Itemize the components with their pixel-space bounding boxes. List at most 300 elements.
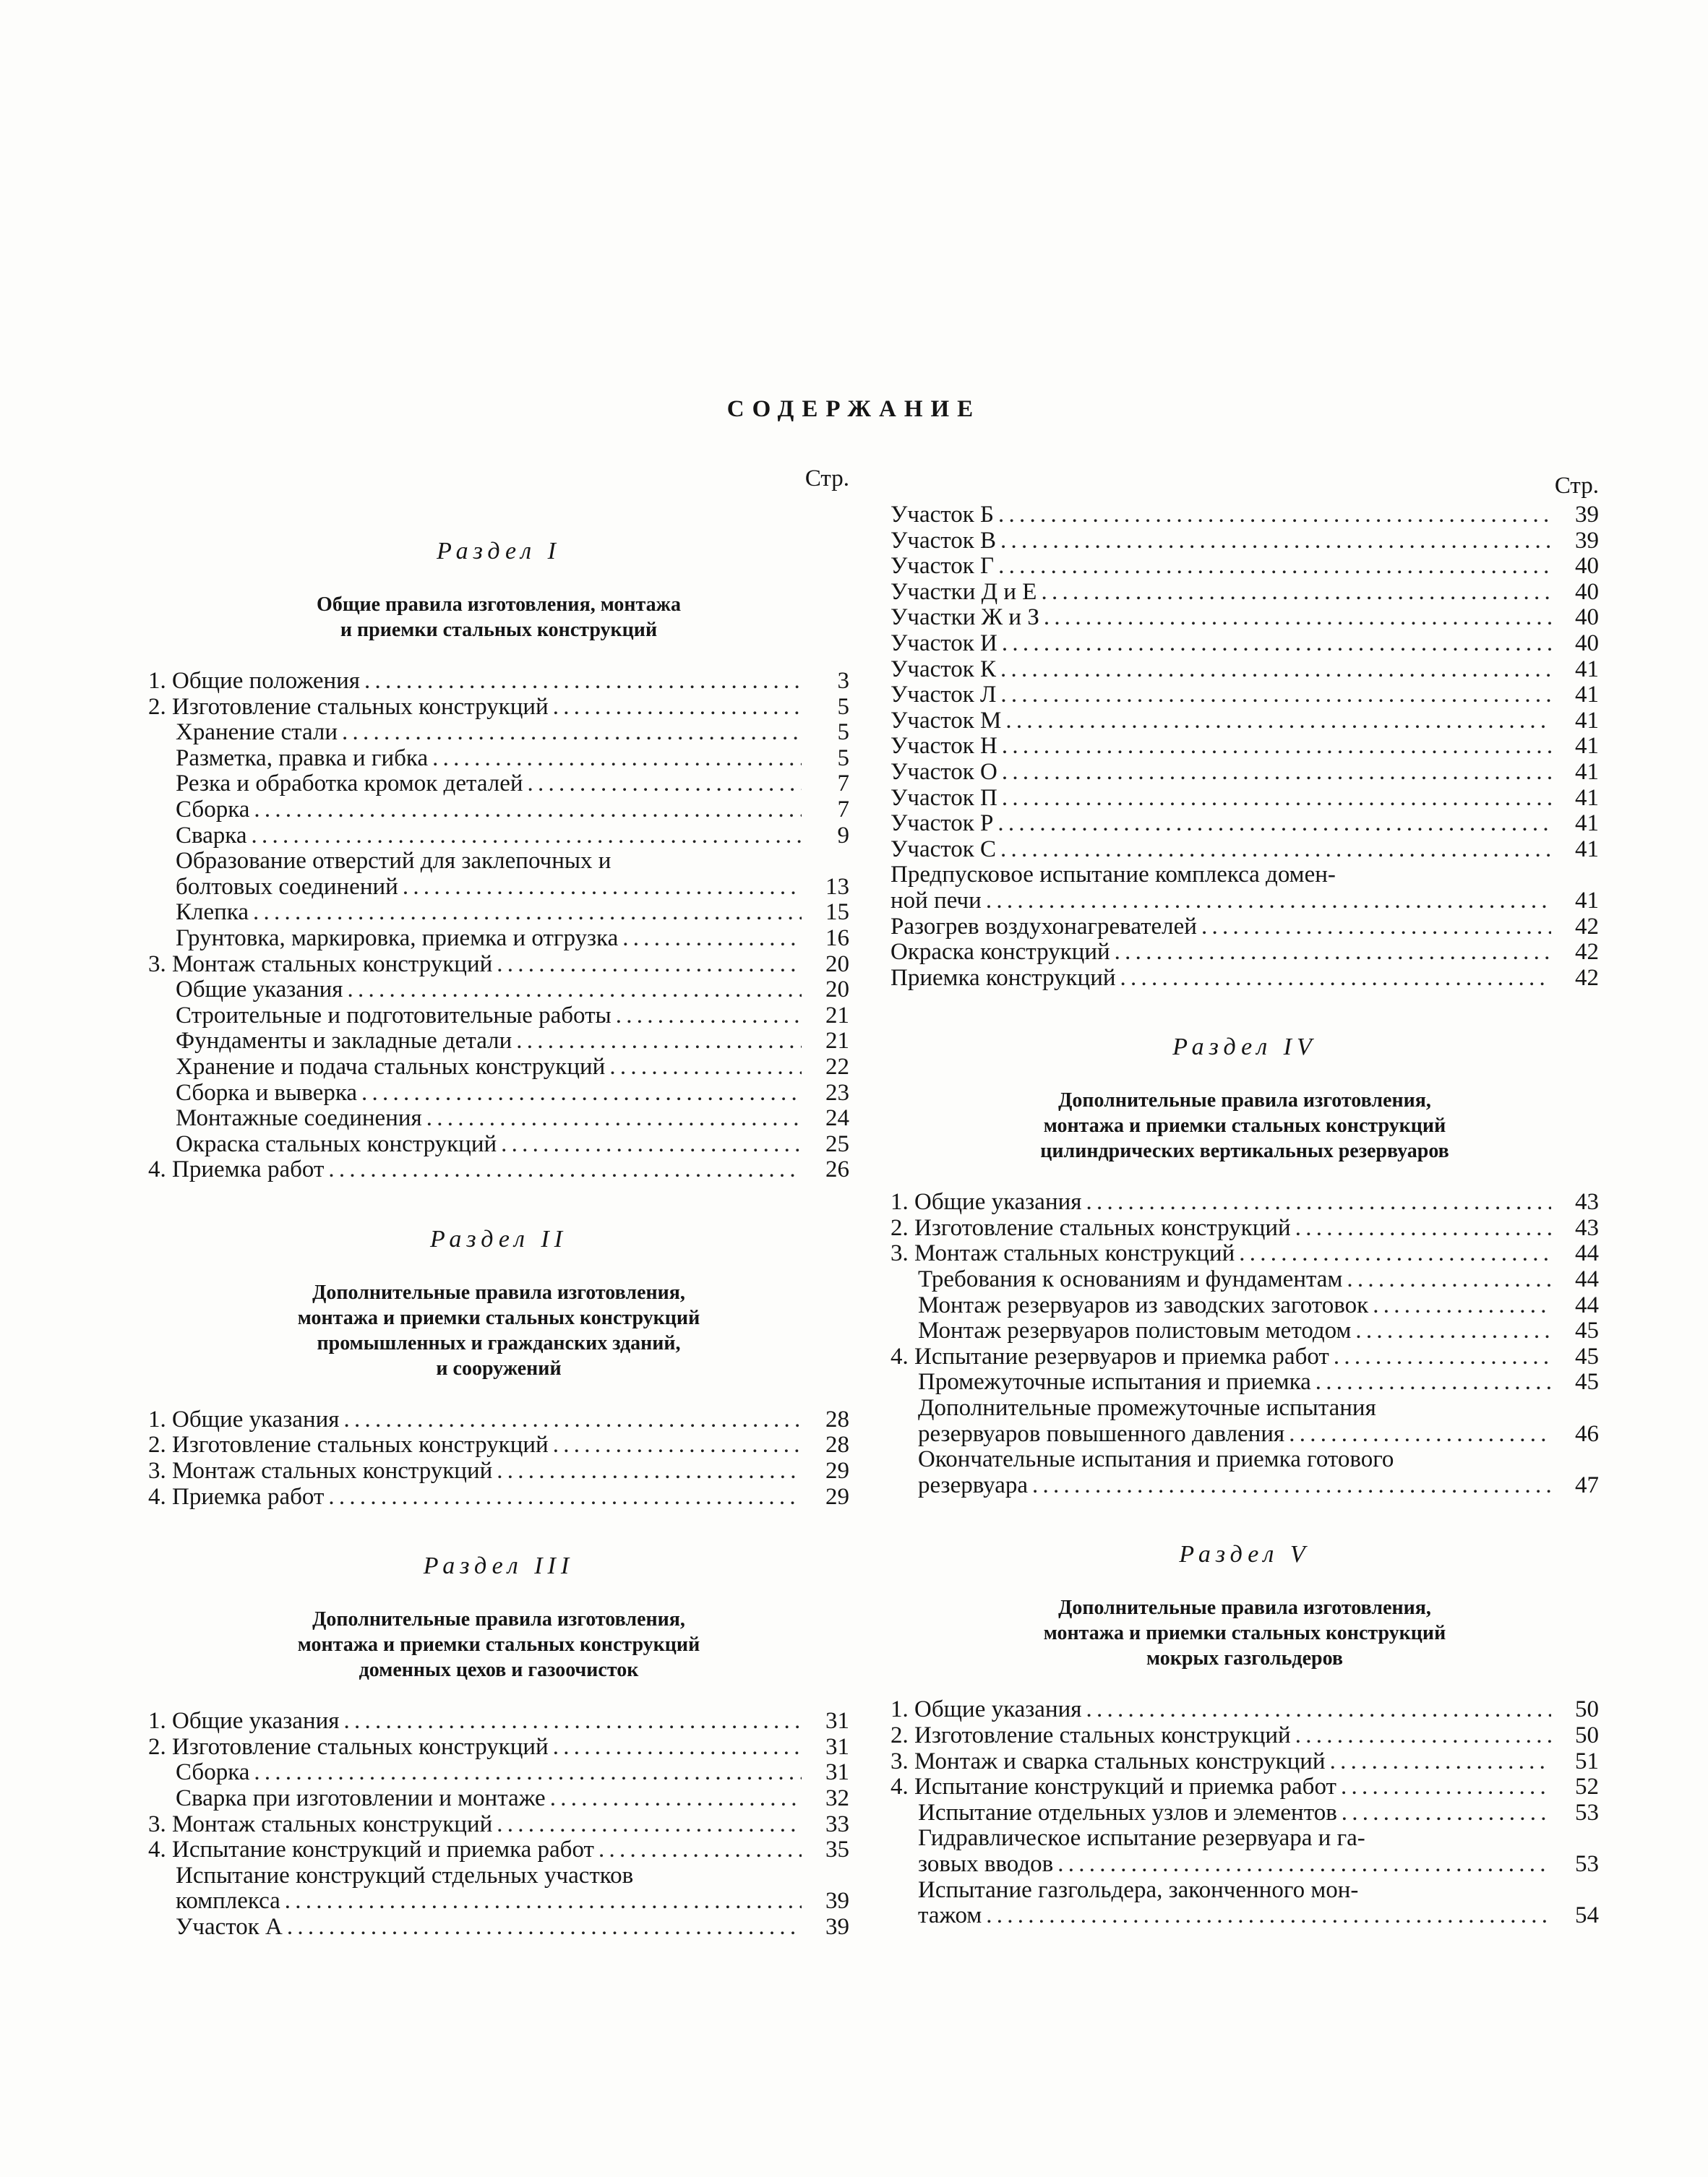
toc-entry	[148, 1760, 849, 1786]
dot-leader	[1005, 708, 1551, 734]
dot-leader	[285, 1889, 802, 1915]
page-column-header: Стр.	[804, 465, 849, 491]
toc-entry-page: 50	[1575, 1696, 1599, 1723]
toc-list	[148, 1709, 849, 1940]
toc-entry	[891, 1216, 1599, 1242]
toc-entry-page: 21	[825, 1002, 849, 1029]
toc-entry	[148, 1055, 849, 1081]
toc-entry	[891, 888, 1599, 914]
toc-entry	[148, 1889, 849, 1915]
toc-entry	[148, 746, 849, 772]
dot-leader	[553, 695, 802, 721]
toc-entry	[891, 554, 1599, 580]
toc-entry-page: 33	[825, 1811, 849, 1837]
toc-section	[148, 1552, 849, 1940]
toc-entry	[148, 1786, 849, 1812]
toc-entry-page: 50	[1575, 1722, 1599, 1748]
toc-entry	[148, 797, 849, 823]
toc-section	[148, 1225, 849, 1510]
toc-entry-page: 41	[1575, 887, 1599, 914]
section-title: Раздел I	[437, 538, 561, 564]
toc-entry	[148, 1459, 849, 1485]
toc-entry-label: Участок А	[176, 1914, 283, 1940]
toc-entry-label: 1. Общие положения	[148, 668, 360, 694]
toc-entry-label: 4. Приемка работ	[148, 1483, 325, 1510]
toc-entry-page: 41	[1575, 758, 1599, 785]
toc-entry	[891, 657, 1599, 683]
dot-leader	[1044, 605, 1551, 631]
dot-leader	[251, 823, 802, 849]
section-title: Раздел IV	[1172, 1034, 1317, 1061]
toc-entry-page: 52	[1575, 1774, 1599, 1800]
toc-list	[148, 669, 849, 1183]
dot-leader	[1373, 1293, 1551, 1319]
toc-entry	[891, 1697, 1599, 1723]
toc-entry	[148, 1837, 849, 1863]
toc-entry-page: 42	[1575, 964, 1599, 991]
toc-entry-page: 54	[1575, 1902, 1599, 1929]
toc-section	[891, 1540, 1599, 1928]
dot-leader	[1115, 940, 1551, 966]
section-subtitle-line: промышленных и гражданских зданий,	[317, 1331, 681, 1354]
dot-leader	[553, 1735, 802, 1761]
section-subtitle-line: монтажа и приемки стальных конструкций	[1043, 1115, 1446, 1138]
toc-entry-label: 3. Монтаж и сварка стальных конструкций	[891, 1748, 1326, 1774]
toc-entry	[148, 1863, 849, 1889]
dot-leader	[497, 1459, 802, 1485]
toc-entry-page: 40	[1575, 578, 1599, 605]
toc-entry-label: 1. Общие указания	[148, 1708, 340, 1735]
toc-entry-label: 1. Общие указания	[891, 1189, 1082, 1216]
toc-entry-page: 41	[1575, 836, 1599, 862]
toc-entry	[891, 1190, 1599, 1216]
toc-entry-label: Участок О	[891, 758, 997, 785]
toc-entry-page: 24	[825, 1105, 849, 1132]
section-subtitle-line: Дополнительные правила изготовления,	[1058, 1597, 1431, 1620]
toc-entry-label: Испытание отдельных узлов и элементов	[918, 1799, 1337, 1826]
toc-entry-page: 26	[825, 1156, 849, 1183]
section-subtitle	[148, 592, 849, 643]
toc-entry-label: 4. Приемка работ	[148, 1156, 325, 1183]
toc-entry-label: 2. Изготовление стальных конструкций	[148, 1432, 549, 1459]
toc-entry-page: 43	[1575, 1189, 1599, 1216]
toc-entry-page: 45	[1575, 1369, 1599, 1396]
toc-section	[891, 502, 1599, 991]
toc-entry-page: 29	[825, 1483, 849, 1510]
toc-entry-page: 7	[837, 796, 849, 823]
toc-entry-label: Сварка	[176, 822, 247, 849]
dot-leader	[1316, 1370, 1551, 1396]
dot-leader	[1341, 1774, 1551, 1800]
toc-list	[891, 1697, 1599, 1928]
toc-entry	[891, 811, 1599, 837]
toc-entry	[148, 1157, 849, 1183]
dot-leader	[1086, 1190, 1551, 1216]
toc-entry-page: 16	[825, 924, 849, 951]
toc-entry-label: 2. Изготовление стальных конструкций	[148, 693, 549, 720]
toc-entry-label: Предпусковое испытание комплекса домен-	[891, 862, 1336, 888]
section-subtitle-line: доменных цехов и газоочисток	[359, 1659, 639, 1682]
toc-entry	[891, 1318, 1599, 1344]
toc-entry	[891, 837, 1599, 863]
toc-entry-page: 9	[837, 822, 849, 849]
toc-entry-page: 47	[1575, 1472, 1599, 1498]
dot-leader	[343, 1407, 802, 1433]
toc-entry-page: 44	[1575, 1266, 1599, 1293]
section-subtitle	[148, 1280, 849, 1381]
toc-entry-label: Участки Ж и З	[891, 604, 1039, 631]
toc-entry	[148, 875, 849, 901]
dot-leader	[497, 952, 802, 978]
toc-entry	[891, 631, 1599, 657]
toc-entry	[891, 1344, 1599, 1370]
toc-entry	[148, 1735, 849, 1761]
toc-entry-label: Резка и обработка кромок деталей	[176, 770, 523, 797]
dot-leader	[1201, 914, 1551, 940]
section-subtitle-line: монтажа и приемки стальных конструкций	[1043, 1622, 1446, 1645]
toc-entry-page: 5	[837, 693, 849, 720]
toc-entry-label: 2. Изготовление стальных конструкций	[148, 1733, 549, 1760]
toc-entry	[891, 862, 1599, 888]
toc-section	[891, 1033, 1599, 1498]
toc-entry-label: Участок С	[891, 836, 997, 862]
dot-leader	[1000, 657, 1551, 683]
toc-entry	[148, 1433, 849, 1459]
dot-leader	[1000, 682, 1551, 708]
toc-list	[891, 1190, 1599, 1498]
toc-entry-label: Участок В	[891, 527, 997, 554]
toc-entry	[148, 1407, 849, 1433]
toc-entry-label: Грунтовка, маркировка, приемка и отгрузка	[176, 924, 619, 951]
toc-entry-label: 4. Испытание резервуаров и приемка работ	[891, 1343, 1329, 1370]
toc-entry	[148, 1132, 849, 1158]
toc-entry	[148, 1915, 849, 1941]
toc-entry	[891, 1903, 1599, 1929]
dot-leader	[986, 1903, 1551, 1929]
toc-entry-label: Хранение стали	[176, 719, 338, 746]
dot-leader	[616, 1003, 802, 1029]
toc-column-right	[891, 473, 1599, 1971]
toc-entry-label: тажом	[918, 1902, 982, 1929]
toc-entry-label: Испытание конструкций стдельных участков	[176, 1862, 634, 1889]
toc-entry-page: 39	[1575, 502, 1599, 528]
toc-entry-page: 42	[1575, 939, 1599, 966]
toc-entry-page: 23	[825, 1079, 849, 1106]
section-subtitle-line: и сооружений	[436, 1357, 562, 1380]
toc-entry-page: 31	[825, 1708, 849, 1735]
toc-entry	[148, 1081, 849, 1107]
section-subtitle	[891, 1595, 1599, 1671]
dot-leader	[516, 1029, 802, 1055]
toc-entry-label: 4. Испытание конструкций и приемка работ	[891, 1774, 1336, 1800]
section-subtitle	[148, 1607, 849, 1683]
toc-entry-page: 32	[825, 1785, 849, 1812]
toc-entry	[891, 1723, 1599, 1749]
toc-entry-label: Фундаменты и закладные детали	[176, 1028, 512, 1055]
dot-leader	[1289, 1422, 1551, 1448]
toc-entry	[148, 900, 849, 926]
dot-leader	[1002, 786, 1551, 812]
toc-entry-label: Монтажные соединения	[176, 1105, 422, 1132]
dot-leader	[1000, 528, 1551, 554]
toc-entry	[891, 1473, 1599, 1499]
dot-leader	[1041, 580, 1551, 606]
toc-entry-label: Требования к основаниям и фундаментам	[918, 1266, 1343, 1293]
dot-leader	[1295, 1216, 1551, 1242]
toc-entry	[148, 1709, 849, 1735]
dot-leader	[342, 720, 802, 746]
dot-leader	[1086, 1697, 1551, 1723]
toc-entry-page: 51	[1575, 1748, 1599, 1774]
toc-entry	[891, 734, 1599, 760]
toc-entry	[891, 1878, 1599, 1904]
toc-entry-page: 40	[1575, 604, 1599, 631]
toc-entry	[891, 914, 1599, 940]
toc-entry-page: 3	[837, 668, 849, 694]
page-title: СОДЕРЖАНИЕ	[726, 396, 982, 422]
toc-entry-label: Участок П	[891, 784, 997, 811]
section-title: Раздел II	[429, 1225, 568, 1253]
toc-entry	[148, 1812, 849, 1838]
toc-entry-label: Окраска стальных конструкций	[176, 1130, 497, 1157]
toc-entry	[891, 1396, 1599, 1422]
section-subtitle-line: мокрых газгольдеров	[1146, 1647, 1343, 1670]
toc-entry-label: 2. Изготовление стальных конструкций	[891, 1722, 1291, 1748]
toc-entry-page: 31	[825, 1733, 849, 1760]
toc-entry	[891, 1293, 1599, 1319]
toc-entry-page: 5	[837, 719, 849, 746]
toc-entry-label: Гидравлическое испытание резервуара и га-	[918, 1825, 1365, 1852]
toc-entry-label: зовых вводов	[918, 1850, 1054, 1877]
toc-entry-page: 5	[837, 744, 849, 771]
toc-entry-label: 4. Испытание конструкций и приемка работ	[148, 1837, 594, 1863]
toc-entry	[891, 1800, 1599, 1826]
toc-entry-label: Клепка	[176, 899, 249, 926]
toc-entry	[891, 682, 1599, 708]
toc-entry	[891, 1422, 1599, 1448]
toc-entry	[148, 952, 849, 978]
toc-entry-label: Окончательные испытания и приемка готового	[918, 1446, 1394, 1473]
dot-leader	[1057, 1852, 1551, 1878]
toc-entry-label: Участок М	[891, 707, 1002, 734]
dot-leader	[1002, 734, 1551, 760]
toc-entry	[891, 1447, 1599, 1473]
toc-entry-page: 53	[1575, 1850, 1599, 1877]
toc-entry-page: 46	[1575, 1420, 1599, 1447]
toc-entry-page: 41	[1575, 682, 1599, 708]
toc-entry-page: 45	[1575, 1343, 1599, 1370]
dot-leader	[1002, 631, 1551, 657]
toc-entry-label: ной печи	[891, 887, 982, 914]
toc-entry	[891, 605, 1599, 631]
dot-leader	[1032, 1473, 1551, 1499]
page-column-header: Стр.	[1554, 473, 1599, 499]
toc-entry-label: Дополнительные промежуточные испытания	[918, 1395, 1376, 1422]
toc-entry-page: 39	[825, 1914, 849, 1940]
toc-entry-label: Строительные и подготовительные работы	[176, 1002, 611, 1029]
dot-leader	[347, 977, 802, 1003]
toc-entry	[891, 502, 1599, 528]
dot-leader	[1347, 1267, 1551, 1293]
toc-entry-label: Образование отверстий для заклепочных и	[176, 848, 611, 875]
toc-entry-label: 1. Общие указания	[891, 1696, 1082, 1723]
toc-entry-label: Промежуточные испытания и приемка	[918, 1369, 1311, 1396]
toc-entry	[891, 1267, 1599, 1293]
toc-entry-label: резервуаров повышенного давления	[918, 1420, 1285, 1447]
dot-leader	[1355, 1318, 1551, 1344]
toc-entry-page: 20	[825, 950, 849, 977]
toc-entry-label: Сборка	[176, 1759, 250, 1786]
toc-entry-label: Разогрев воздухонагревателей	[891, 913, 1197, 940]
dot-leader	[361, 1081, 802, 1107]
toc-entry-label: Разметка, правка и гибка	[176, 744, 429, 771]
toc-entry	[891, 528, 1599, 554]
toc-entry	[148, 926, 849, 952]
toc-section	[148, 537, 849, 1183]
dot-leader	[432, 746, 802, 772]
toc-entry-page: 41	[1575, 733, 1599, 760]
dot-leader	[609, 1055, 802, 1081]
dot-leader	[553, 1433, 802, 1459]
toc-entry	[891, 940, 1599, 966]
toc-entry-page: 35	[825, 1837, 849, 1863]
toc-entry-page: 41	[1575, 784, 1599, 811]
dot-leader	[497, 1812, 802, 1838]
toc-entry-label: резервуара	[918, 1472, 1029, 1498]
toc-entry	[891, 1852, 1599, 1878]
toc-entry-page: 41	[1575, 656, 1599, 682]
dot-leader	[622, 926, 802, 952]
dot-leader	[343, 1709, 802, 1735]
toc-entry	[148, 1485, 849, 1511]
dot-leader	[254, 1760, 802, 1786]
toc-entry-label: Приемка конструкций	[891, 964, 1116, 991]
toc-entry-label: Хранение и подача стальных конструкций	[176, 1053, 606, 1080]
toc-entry-page: 43	[1575, 1214, 1599, 1241]
toc-entry-page: 41	[1575, 707, 1599, 734]
toc-entry	[891, 708, 1599, 734]
toc-entry-page: 28	[825, 1406, 849, 1433]
dot-leader	[1239, 1241, 1551, 1267]
toc-entry-label: Монтаж резервуаров полистовым методом	[918, 1318, 1352, 1344]
toc-column-left	[148, 466, 849, 1983]
dot-leader	[1295, 1723, 1551, 1749]
dot-leader	[328, 1157, 802, 1183]
toc-entry-label: Монтаж резервуаров из заводских заготовок	[918, 1292, 1369, 1318]
dot-leader	[997, 811, 1551, 837]
toc-entry	[891, 1241, 1599, 1267]
toc-entry-page: 53	[1575, 1799, 1599, 1826]
dot-leader	[1342, 1800, 1551, 1826]
dot-leader	[426, 1106, 802, 1132]
toc-entry	[891, 580, 1599, 606]
toc-entry-page: 45	[1575, 1318, 1599, 1344]
toc-entry-label: Сварка при изготовлении и монтаже	[176, 1785, 546, 1812]
dot-leader	[254, 797, 802, 823]
section-title: Раздел III	[423, 1553, 575, 1580]
toc-entry-page: 15	[825, 899, 849, 926]
toc-entry-page: 7	[837, 770, 849, 797]
section-title: Раздел V	[1179, 1541, 1310, 1568]
section-subtitle-line: и приемки стальных конструкций	[340, 619, 658, 641]
toc-entry-page: 39	[825, 1888, 849, 1915]
section-subtitle-line: Дополнительные правила изготовления,	[312, 1608, 685, 1631]
toc-entry-label: Участок К	[891, 656, 997, 682]
toc-entry-page: 21	[825, 1028, 849, 1055]
toc-entry-page: 44	[1575, 1240, 1599, 1267]
dot-leader	[328, 1485, 802, 1511]
section-subtitle-line: цилиндрических вертикальных резервуаров	[1040, 1140, 1449, 1163]
toc-entry-label: 3. Монтаж стальных конструкций	[891, 1240, 1235, 1267]
dot-leader	[1120, 966, 1551, 992]
dot-leader	[253, 900, 802, 926]
dot-leader	[287, 1915, 802, 1941]
dot-leader	[998, 554, 1551, 580]
toc-entry	[891, 1826, 1599, 1852]
dot-leader	[1002, 760, 1551, 786]
toc-entry-page: 29	[825, 1458, 849, 1485]
dot-leader	[1334, 1344, 1551, 1370]
toc-entry	[148, 977, 849, 1003]
toc-entry-label: Сборка и выверка	[176, 1079, 358, 1106]
toc-entry	[148, 720, 849, 746]
dot-leader	[986, 888, 1551, 914]
toc-entry	[148, 695, 849, 721]
toc-entry-label: 3. Монтаж стальных конструкций	[148, 950, 493, 977]
toc-entry-label: Участок Г	[891, 553, 995, 580]
toc-entry-page: 22	[825, 1053, 849, 1080]
toc-entry	[891, 1749, 1599, 1775]
toc-entry	[891, 966, 1599, 992]
toc-entry-label: 3. Монтаж стальных конструкций	[148, 1811, 493, 1837]
section-subtitle-line: Общие правила изготовления, монтажа	[317, 593, 681, 616]
toc-entry-label: комплекса	[176, 1888, 280, 1915]
toc-entry-label: 3. Монтаж стальных конструкций	[148, 1458, 493, 1485]
dot-leader	[1330, 1749, 1551, 1775]
toc-entry-page: 41	[1575, 810, 1599, 837]
toc-entry	[148, 1029, 849, 1055]
toc-entry	[148, 823, 849, 849]
toc-entry-label: Участок Н	[891, 733, 997, 760]
section-subtitle-line: монтажа и приемки стальных конструкций	[297, 1633, 700, 1657]
toc-entry-page: 44	[1575, 1292, 1599, 1318]
dot-leader	[1000, 837, 1551, 863]
toc-entry	[891, 760, 1599, 786]
toc-entry	[148, 1003, 849, 1029]
toc-entry-label: Сборка	[176, 796, 250, 823]
toc-entry-page: 40	[1575, 553, 1599, 580]
toc-entry	[148, 1106, 849, 1132]
dot-leader	[998, 502, 1551, 528]
toc-entry-page: 20	[825, 976, 849, 1003]
toc-entry	[148, 849, 849, 875]
toc-entry-label: Окраска конструкций	[891, 939, 1110, 966]
section-subtitle-line: монтажа и приемки стальных конструкций	[297, 1306, 700, 1329]
toc-entry-label: 1. Общие указания	[148, 1406, 340, 1433]
toc-entry	[891, 786, 1599, 812]
toc-entry	[148, 669, 849, 695]
dot-leader	[598, 1837, 802, 1863]
dot-leader	[528, 771, 802, 797]
toc-entry-label: 2. Изготовление стальных конструкций	[891, 1214, 1291, 1241]
toc-entry-page: 42	[1575, 913, 1599, 940]
toc-entry-page: 28	[825, 1432, 849, 1459]
toc-entry-label: Участок Л	[891, 682, 997, 708]
toc-list	[891, 502, 1599, 991]
toc-entry-page: 25	[825, 1130, 849, 1157]
dot-leader	[403, 875, 802, 901]
section-subtitle-line: Дополнительные правила изготовления,	[312, 1281, 685, 1304]
